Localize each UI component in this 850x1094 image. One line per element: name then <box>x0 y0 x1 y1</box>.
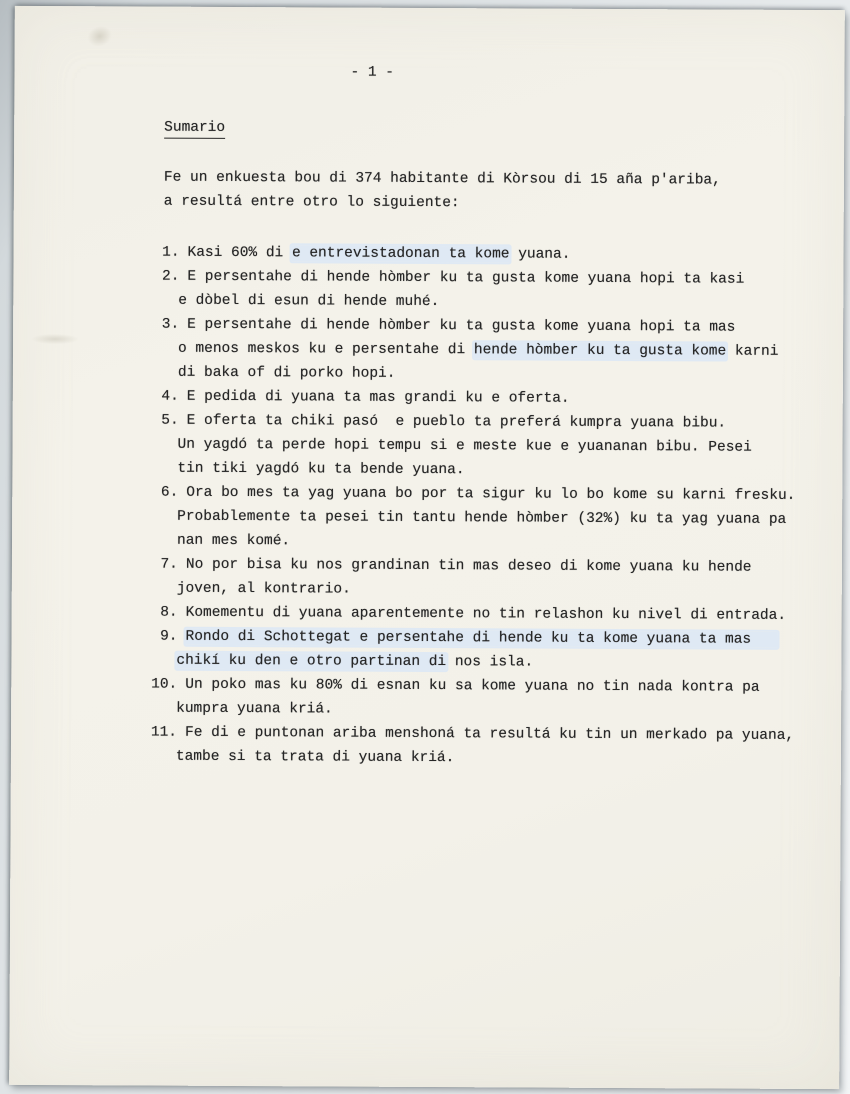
item-number: 6. <box>160 484 179 501</box>
item-line <box>186 601 787 628</box>
text-segment: E pedida di yuana ta mas grandi ku e oferta. <box>186 388 570 407</box>
list-item-row <box>151 313 843 341</box>
list-item <box>149 673 841 725</box>
list-item-row <box>149 721 841 749</box>
text-segment: di baka of di porko hopi. <box>177 364 396 382</box>
item-number: 2. <box>161 268 180 285</box>
text-segment: Probablemente ta pesei tin tantu hende hòmber (32%) ku ta yag yuana pa <box>177 508 787 528</box>
item-line <box>177 529 842 556</box>
item-line <box>177 505 842 532</box>
item-line <box>176 649 841 676</box>
text-segment: Un poko mas ku 80% di esnan ku sa kome yuana no tin nada kontra pa <box>185 676 760 696</box>
correction-highlight: hende hòmber ku ta gusta kome <box>473 342 727 360</box>
text-segment: No por bisa ku nos grandinan tin mas deseo di kome yuana ku hende <box>185 556 752 576</box>
text-segment: e dòbel di esun di hende muhé. <box>178 292 440 311</box>
item-number: 4. <box>161 388 179 405</box>
item-line <box>187 241 570 267</box>
list-item <box>150 553 842 605</box>
text-segment: kumpra yuana kriá. <box>176 700 333 718</box>
item-number: 7. <box>160 556 178 573</box>
list-item-row <box>150 481 842 509</box>
heading-text: Sumario <box>164 120 225 139</box>
list-item <box>149 625 841 677</box>
document-heading <box>164 116 844 144</box>
correction-highlight: e entrevistadonan ta kome <box>291 245 510 263</box>
item-line <box>187 265 744 292</box>
text-segment: Kasi 60% di <box>187 244 293 262</box>
text-segment: E persentahe di hende hòmber ku ta gusta kome yuana hopi ta kasi <box>187 268 745 288</box>
item-line <box>187 385 570 411</box>
list-item-row <box>151 385 843 413</box>
text-segment: o menos meskos ku e persentahe di <box>177 340 474 359</box>
item-number: 11. <box>150 724 178 741</box>
item-line <box>185 625 777 652</box>
item-number: 10. <box>151 676 178 693</box>
list-item-row <box>150 601 842 629</box>
item-line <box>176 745 841 772</box>
intro-paragraph <box>164 166 844 218</box>
item-line <box>177 433 842 460</box>
text-segment: Fe di e puntonan ariba menshoná ta resultá ku tin un merkado pa yuana, <box>184 724 795 744</box>
page-number: - 1 - <box>350 64 395 81</box>
list-item <box>150 601 842 629</box>
item-number: 3. <box>161 316 180 333</box>
list-item <box>151 265 843 317</box>
item-line <box>177 457 842 484</box>
item-line <box>176 697 841 724</box>
list-item-row <box>150 553 842 581</box>
document-page <box>9 6 845 1089</box>
list-item <box>151 241 843 269</box>
text-segment: Komementu di yuana aparentemente no tin relashon ku nivel di entrada. <box>185 604 787 624</box>
text-segment: tambe si ta trata di yuana kriá. <box>175 748 455 767</box>
text-segment: nan mes komé. <box>176 532 291 550</box>
item-number: 9. <box>160 628 178 645</box>
correction-highlight: chikí ku den e otro partinan di <box>176 652 447 671</box>
list-item <box>150 481 842 557</box>
text-segment: tin tiki yagdó ku ta bende yuana. <box>177 460 465 479</box>
text-segment: Ora bo mes ta yag yuana bo por ta sigur ku lo bo kome su karni fresku. <box>186 484 796 504</box>
item-line <box>187 409 727 436</box>
list-item-row <box>151 409 843 437</box>
summary-list <box>149 241 844 773</box>
list-item <box>151 313 843 389</box>
text-segment: E oferta ta chiki pasó e pueblo ta preferá kumpra yuana bibu. <box>186 412 727 432</box>
correction-highlight: Rondo di Schottegat e persentahe di hende ku ta kome yuana ta mas <box>185 628 778 648</box>
list-item <box>150 409 842 485</box>
item-line <box>185 673 759 700</box>
item-line <box>187 313 735 340</box>
item-line <box>186 553 752 580</box>
text-segment: karni <box>726 343 779 360</box>
item-line <box>185 721 794 748</box>
text-segment: joven, al kontrario. <box>176 580 351 598</box>
item-number: 1. <box>162 244 180 261</box>
item-line <box>178 337 843 364</box>
text-segment: Un yagdó ta perde hopi tempu si e meste kue e yuananan bibu. Pesei <box>177 436 752 456</box>
list-item <box>149 721 841 773</box>
item-number: 8. <box>160 604 178 621</box>
text-segment: E persentahe di hende hòmber ku ta gusta kome yuana hopi ta mas <box>187 316 736 336</box>
item-line <box>186 481 795 508</box>
text-segment: nos isla. <box>446 654 534 671</box>
list-item-row <box>151 265 843 293</box>
list-item-row <box>151 241 843 269</box>
intro-line: a resultá entre otro lo siguiente: <box>163 193 460 212</box>
intro-line: Fe un enkuesta bou di 374 habitante di Kòrsou di 15 aña p'ariba, <box>163 169 721 189</box>
list-item <box>151 385 843 413</box>
item-number: 5. <box>161 412 179 429</box>
page-content <box>9 6 845 1089</box>
item-line <box>177 577 842 604</box>
item-line <box>178 289 843 316</box>
list-item-row <box>149 625 841 653</box>
item-line <box>178 361 843 388</box>
text-segment: yuana. <box>509 246 571 263</box>
list-item-row <box>149 673 841 701</box>
